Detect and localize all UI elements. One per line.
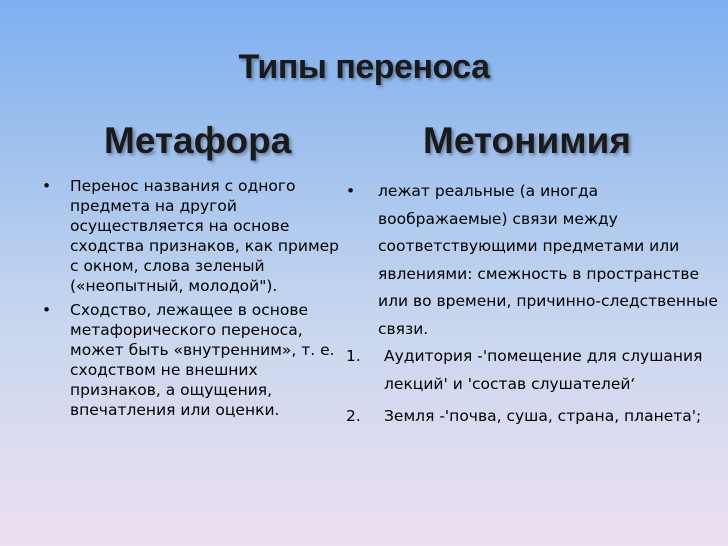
bullet-icon: • [42, 177, 52, 195]
metaphor-bullet-text: Перенос названия с одного предмета на другой осуществляется на основе сходства признаков, как пример с окном, слова зеленый («неопытный, молодой"). [70, 177, 340, 295]
example-text: Аудитория -'помещение для слушания лекций' и 'состав слушателей‘ [384, 347, 703, 393]
heading-metonymy: Метонимия [423, 120, 631, 161]
metaphor-bullet-list [42, 176, 342, 424]
metonymy-bullet-list [346, 178, 721, 343]
example-number: 2. [346, 407, 361, 425]
bullet-icon: • [42, 301, 52, 319]
metonymy-bullet-item [346, 178, 721, 343]
example-text: Земля -'почва, суша, страна, планета'; [384, 407, 702, 425]
metaphor-bullet-item [42, 300, 342, 420]
metonymy-bullet-text: лежат реальные (а иногда воображаемые) связи между соответствующими предметами или явлениями: смежность в пространстве или во времени, причинно-следственные связи. [378, 182, 718, 338]
slide-title: Типы переноса [238, 48, 490, 86]
example-number: 1. [346, 347, 361, 365]
metonymy-example-item [346, 403, 721, 431]
bullet-icon: • [346, 182, 356, 200]
metonymy-example-item [346, 343, 721, 398]
metonymy-example-list [346, 343, 721, 436]
metaphor-bullet-text: Сходство, лежащее в основе метафорического переноса, может быть «внутренним», т. е. сходством не внешних признаков, а ощущения, впечатления или оценки. [70, 301, 335, 419]
metaphor-bullet-item [42, 176, 342, 296]
heading-metaphor: Метафора [104, 120, 292, 161]
